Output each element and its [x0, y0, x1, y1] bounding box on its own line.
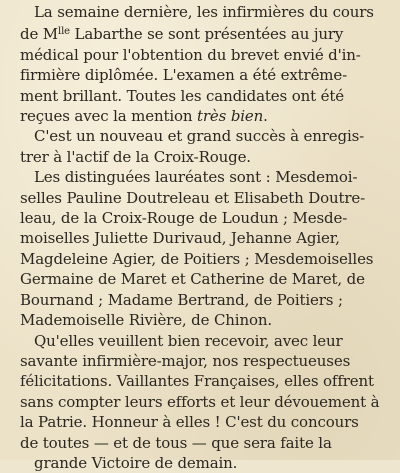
text-line: grande Victoire de demain.: [6, 453, 396, 473]
text-line: médical pour l'obtention du brevet envié d'in-: [6, 45, 396, 65]
paragraph-2: [6, 126, 396, 167]
paragraph-3: [6, 167, 396, 330]
text-line: la Patrie. Honneur à elles ! C'est du concours: [6, 412, 396, 432]
text-line: firmière diplômée. L'examen a été extrême-: [6, 65, 396, 85]
text-line: félicitations. Vaillantes Françaises, elles offrent: [6, 371, 396, 391]
text-line: savante infirmière-major, nos respectueuses: [6, 351, 396, 371]
text-line: Germaine de Maret et Catherine de Maret, de: [6, 269, 396, 289]
text-line: sans compter leurs efforts et leur dévouement à: [6, 392, 396, 412]
text-line: ment brillant. Toutes les candidates ont été: [6, 86, 396, 106]
text-line: La semaine dernière, les infirmières du cours: [6, 2, 396, 22]
paragraph-1: [6, 2, 396, 126]
text-line: Mademoiselle Rivière, de Chinon.: [6, 310, 396, 330]
text-line-with-italic: reçues avec la mention très bien.: [6, 106, 396, 126]
text-line: C'est un nouveau et grand succès à enregis-: [6, 126, 396, 146]
text-line: selles Pauline Doutreleau et Elisabeth Doutre-: [6, 188, 396, 208]
text-line: Bournand ; Madame Bertrand, de Poitiers ;: [6, 290, 396, 310]
text-line: leau, de la Croix-Rouge de Loudun ; Mesde-: [6, 208, 396, 228]
article-text: [6, 2, 396, 473]
text-line: trer à l'actif de la Croix-Rouge.: [6, 147, 396, 167]
text-line-with-superscript: de $M^{lle}$ Labarthe se sont présentées au jury: [6, 22, 396, 44]
text-line: moiselles Juliette Durivaud, Jehanne Agier,: [6, 228, 396, 248]
paragraph-4: [6, 331, 396, 473]
text-line: de toutes — et de tous — que sera faite la: [6, 433, 396, 453]
text-line: Qu'elles veuillent bien recevoir, avec leur: [6, 331, 396, 351]
text-line: Les distinguées lauréates sont : Mesdemoi-: [6, 167, 396, 187]
text-line: Magdeleine Agier, de Poitiers ; Mesdemoiselles: [6, 249, 396, 269]
